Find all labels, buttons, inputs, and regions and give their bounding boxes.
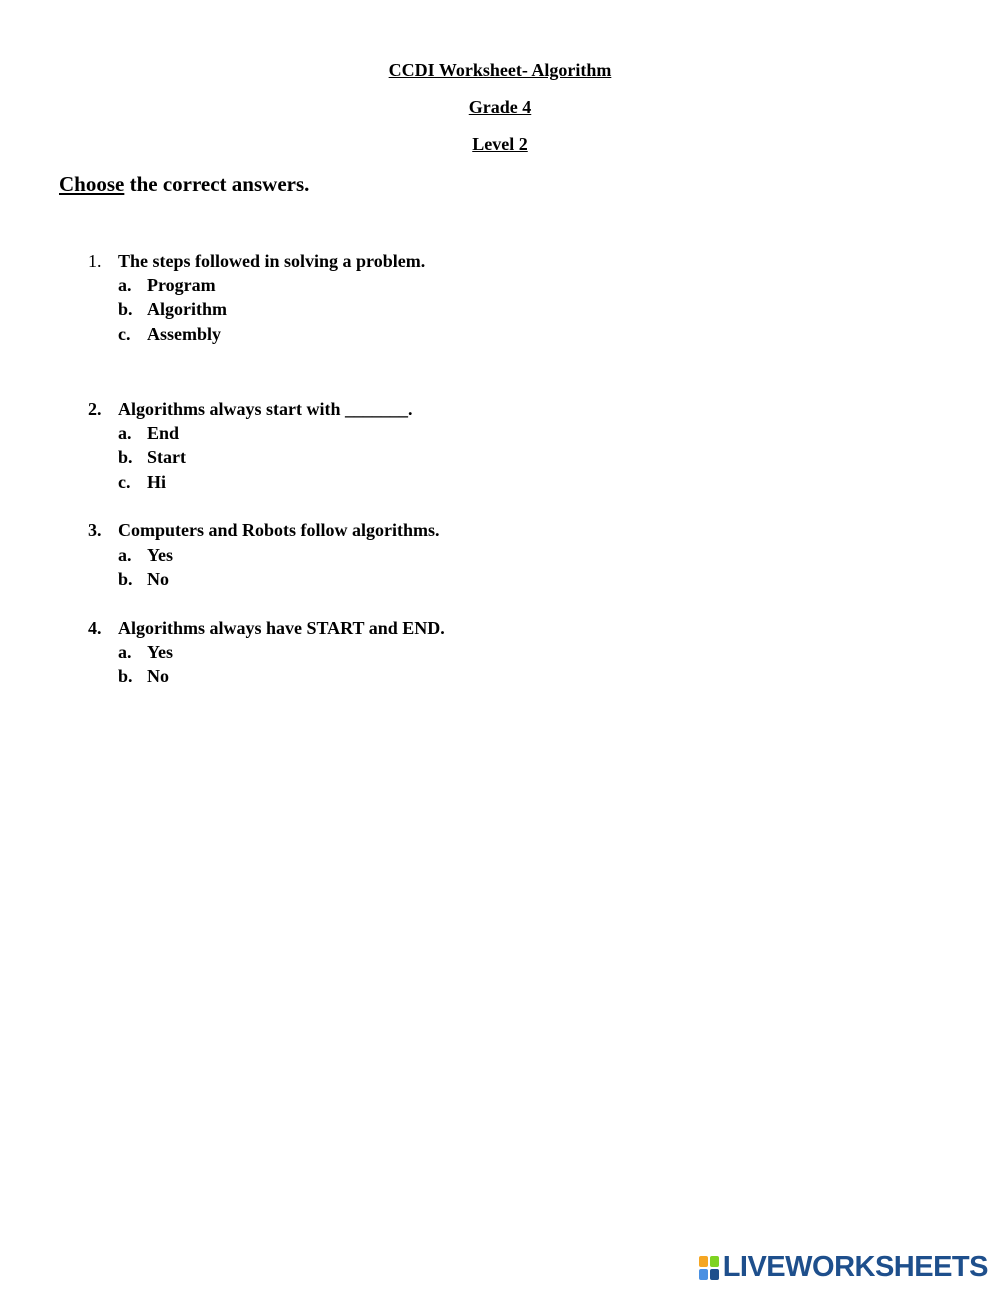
instruction-underlined-word: Choose bbox=[59, 172, 125, 196]
question-2-option-c[interactable] bbox=[118, 472, 166, 493]
option-letter: a. bbox=[118, 423, 132, 443]
liveworksheets-logo-icon bbox=[699, 1256, 719, 1280]
option-letter: c. bbox=[118, 472, 131, 492]
option-letter: a. bbox=[118, 642, 132, 662]
question-3-option-b[interactable] bbox=[118, 569, 169, 590]
option-text: Yes bbox=[147, 642, 173, 662]
liveworksheets-brand bbox=[699, 1253, 988, 1282]
option-text: Yes bbox=[147, 545, 173, 565]
option-text: No bbox=[147, 666, 169, 686]
question-text: Algorithms always have START and END. bbox=[118, 618, 445, 638]
logo-square-2 bbox=[710, 1256, 719, 1267]
option-text: Program bbox=[147, 275, 216, 295]
question-number: 1. bbox=[88, 251, 102, 271]
option-text: Start bbox=[147, 447, 186, 467]
worksheet-title: CCDI Worksheet- Algorithm bbox=[388, 60, 612, 80]
logo-square-1 bbox=[699, 1256, 708, 1267]
question-4-option-a[interactable] bbox=[118, 642, 173, 663]
question-text: The steps followed in solving a problem. bbox=[118, 251, 426, 271]
question-2-option-a[interactable] bbox=[118, 423, 179, 444]
option-letter: c. bbox=[118, 324, 131, 344]
worksheet-grade: Grade 4 bbox=[468, 97, 532, 117]
question-2-option-b[interactable] bbox=[118, 447, 186, 468]
instruction-rest: the correct answers. bbox=[124, 172, 310, 196]
question-1-option-c[interactable] bbox=[118, 324, 221, 345]
option-text: Algorithm bbox=[147, 299, 227, 319]
logo-square-4 bbox=[710, 1269, 719, 1280]
worksheet-level: Level 2 bbox=[472, 134, 528, 154]
option-text: End bbox=[147, 423, 180, 443]
option-letter: b. bbox=[118, 447, 133, 467]
question-3 bbox=[88, 520, 440, 541]
question-number: 2. bbox=[88, 399, 102, 419]
option-letter: a. bbox=[118, 275, 132, 295]
option-text: Assembly bbox=[147, 324, 222, 344]
question-4 bbox=[88, 618, 445, 639]
question-3-option-a[interactable] bbox=[118, 545, 173, 566]
question-2 bbox=[88, 399, 413, 420]
option-letter: a. bbox=[118, 545, 132, 565]
question-4-option-b[interactable] bbox=[118, 666, 169, 687]
question-number: 4. bbox=[88, 618, 102, 638]
option-letter: b. bbox=[118, 666, 133, 686]
option-letter: b. bbox=[118, 569, 133, 589]
question-1 bbox=[88, 251, 425, 272]
brand-name: LIVEWORKSHEETS bbox=[722, 1251, 988, 1283]
question-1-option-b[interactable] bbox=[118, 299, 227, 320]
option-text: Hi bbox=[147, 472, 167, 492]
question-text: Computers and Robots follow algorithms. bbox=[118, 520, 440, 540]
question-1-option-a[interactable] bbox=[118, 275, 216, 296]
question-text: Algorithms always start with _______. bbox=[118, 399, 413, 419]
instruction-text bbox=[59, 172, 309, 197]
logo-square-3 bbox=[699, 1269, 708, 1280]
question-number: 3. bbox=[88, 520, 102, 540]
option-text: No bbox=[147, 569, 169, 589]
option-letter: b. bbox=[118, 299, 133, 319]
